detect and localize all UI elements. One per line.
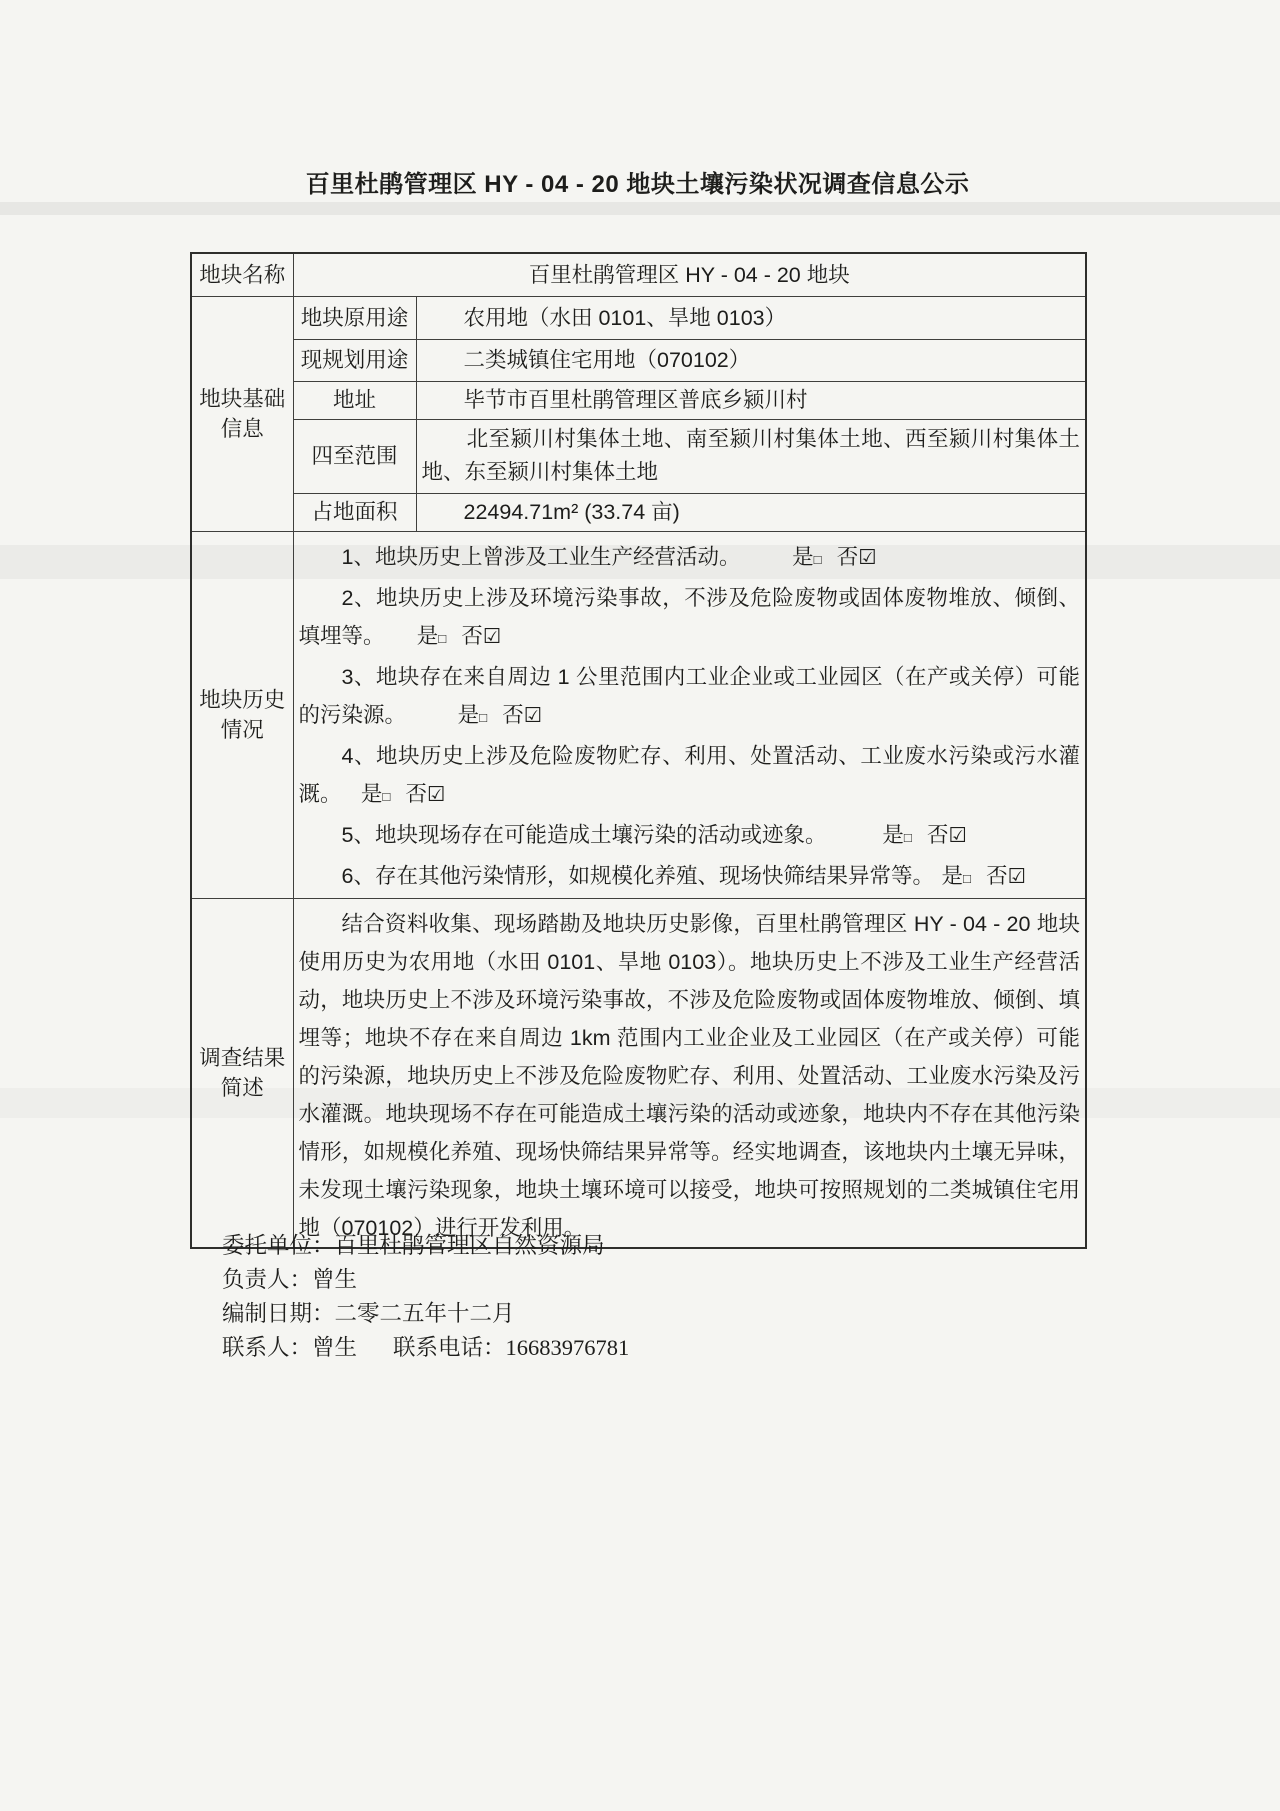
no-checkbox-checked-icon: ☑ <box>482 625 502 648</box>
contact-phone: 联系电话：16683976781 <box>393 1335 630 1360</box>
no-checkbox-checked-icon: ☑ <box>858 546 877 569</box>
no-label: 否 <box>986 863 1008 888</box>
plot-name-label: 地块名称 <box>191 253 293 296</box>
no-checkbox-checked-icon: ☑ <box>427 783 446 806</box>
yes-checkbox-unchecked-icon: □ <box>813 551 822 567</box>
history-item <box>299 857 1081 898</box>
history-item-text: 3、地块存在来自周边 1 公里范围内工业企业或工业园区（在产或关停）可能的污染源。 <box>298 664 1080 727</box>
history-item <box>299 816 1081 857</box>
history-items <box>293 531 1086 898</box>
contact-person: 联系人：曾生 <box>222 1335 358 1360</box>
yes-checkbox-unchecked-icon: □ <box>963 870 972 886</box>
yes-label: 是 <box>792 544 814 569</box>
summary-text: 结合资料收集、现场踏勘及地块历史影像，百里杜鹃管理区 HY - 04 - 20 地块使用历史为农用地（水田 0101、旱地 0103）。地块历史上不涉及工业生产经营活动，地块历史上不涉及环境污染事故，不涉及危险废物或固体废物堆放、倾倒、填埋等；地块不存在来自周边 1km 范围内工业企业及工业园区（在产或关停）可能的污染源，地块历史上不涉及危险废物贮存、利用、处置活动、工业废水污染及污水灌溉。地块现场不存在可能造成土壤污染的活动或迹象，地块内不存在其他污染情形，如规模化养殖、现场快筛结果异常等。经实地调查，该地块内土壤无异味，未发现土壤污染现象，地块土壤环境可以接受，地块可按照规划的二类城镇住宅用地（070102）进行开发利用。 <box>298 911 1080 1240</box>
no-label: 否 <box>405 781 427 806</box>
no-label: 否 <box>926 822 949 847</box>
page-title: 百里杜鹃管理区 HY - 04 - 20 地块土壤污染状况调查信息公示 <box>305 171 970 198</box>
no-checkbox-checked-icon: ☑ <box>523 704 543 727</box>
table-row <box>191 419 1086 493</box>
no-label: 否 <box>836 544 859 569</box>
summary-label: 调查结果简述 <box>191 898 293 1248</box>
compile-date: 编制日期：二零二五年十二月 <box>222 1301 515 1326</box>
no-checkbox-checked-icon: ☑ <box>948 824 967 847</box>
table-row <box>191 253 1086 296</box>
history-item <box>299 579 1081 658</box>
history-item <box>299 737 1081 816</box>
contact-line <box>222 1331 1122 1365</box>
yes-checkbox-unchecked-icon: □ <box>903 829 912 845</box>
document-footer <box>222 1229 1122 1365</box>
boundary-label: 四至范围 <box>293 419 416 493</box>
original-use-value: 农用地（水田 0101、旱地 0103） <box>416 296 1086 339</box>
no-label: 否 <box>502 702 524 727</box>
yes-label: 是 <box>360 781 383 806</box>
yes-label: 是 <box>416 623 439 648</box>
yes-label: 是 <box>457 702 480 727</box>
summary-cell <box>293 898 1086 1248</box>
table-row <box>191 493 1086 531</box>
boundary-value: 北至颍川村集体土地、南至颍川村集体土地、西至颍川村集体土地、东至颍川村集体土地 <box>416 419 1086 493</box>
entrust-unit: 委托单位：百里杜鹃管理区自然资源局 <box>222 1233 605 1258</box>
history-item-text: 1、地块历史上曾涉及工业生产经营活动。 <box>341 544 741 569</box>
history-item-text: 2、地块历史上涉及环境污染事故，不涉及危险废物或固体废物堆放、倾倒、填埋等。 <box>298 585 1080 648</box>
responsible-person: 负责人：曾生 <box>222 1267 358 1292</box>
yes-checkbox-unchecked-icon: □ <box>382 788 391 804</box>
planned-use-label: 现规划用途 <box>293 339 416 381</box>
history-label: 地块历史情况 <box>191 531 293 898</box>
area-label: 占地面积 <box>293 493 416 531</box>
history-item <box>299 658 1081 737</box>
scan-artifact <box>0 202 1280 215</box>
area-value: 22494.71m² (33.74 亩) <box>416 493 1086 531</box>
original-use-label: 地块原用途 <box>293 296 416 339</box>
table-row <box>191 531 1086 898</box>
table-row <box>191 296 1086 339</box>
yes-checkbox-unchecked-icon: □ <box>438 630 447 646</box>
no-label: 否 <box>461 623 483 648</box>
address-label: 地址 <box>293 381 416 419</box>
basic-info-label: 地块基础信息 <box>191 296 293 531</box>
history-item <box>299 538 1081 579</box>
address-value: 毕节市百里杜鹃管理区普底乡颍川村 <box>416 381 1086 419</box>
no-checkbox-checked-icon: ☑ <box>1007 865 1026 888</box>
table-row <box>191 339 1086 381</box>
plot-name-value: 百里杜鹃管理区 HY - 04 - 20 地块 <box>293 253 1086 296</box>
yes-label: 是 <box>882 822 904 847</box>
history-item-text: 4、地块历史上涉及危险废物贮存、利用、处置活动、工业废水污染或污水灌溉。 <box>298 743 1080 806</box>
history-item-text: 5、地块现场存在可能造成土壤污染的活动或迹象。 <box>341 822 827 847</box>
info-table <box>190 252 1087 1249</box>
table-row <box>191 898 1086 1248</box>
yes-label: 是 <box>941 863 963 888</box>
table-row <box>191 381 1086 419</box>
history-item-text: 6、存在其他污染情形，如规模化养殖、现场快筛结果异常等。 <box>341 863 934 888</box>
yes-checkbox-unchecked-icon: □ <box>479 709 488 725</box>
planned-use-value: 二类城镇住宅用地（070102） <box>416 339 1086 381</box>
